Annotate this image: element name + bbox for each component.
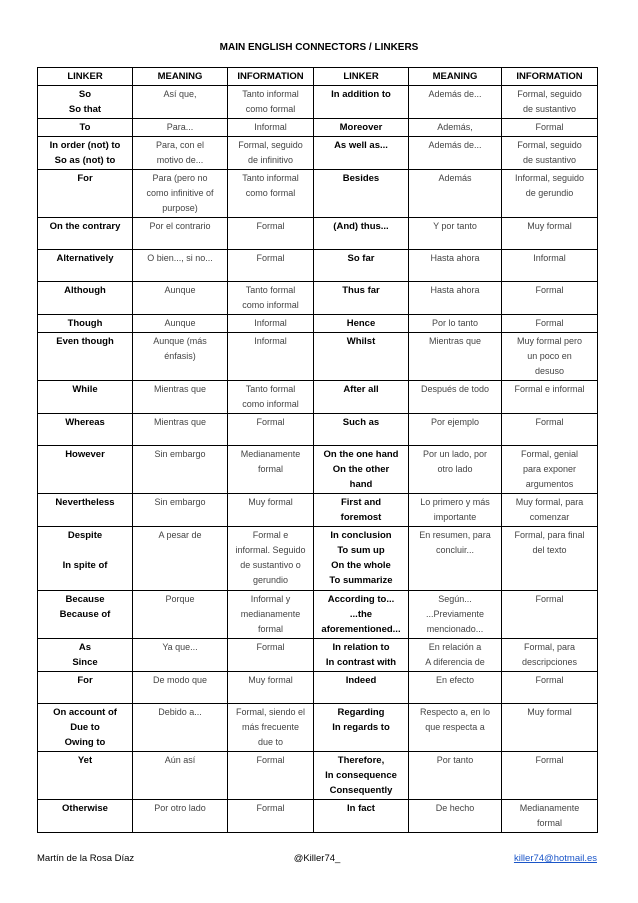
table-row (38, 137, 598, 170)
cell-meaning-2: En efecto (409, 672, 502, 704)
cell-information-2: Formal (502, 282, 598, 315)
cell-information-2: Muy formal (502, 218, 598, 250)
cell-meaning-2: Por tanto (409, 752, 502, 800)
cell-meaning-1: Ya que... (133, 639, 228, 672)
table-row (38, 752, 598, 800)
table-row (38, 591, 598, 639)
connectors-table (37, 67, 598, 833)
cell-information-2: Formal (502, 672, 598, 704)
header-linker-2: LINKER (314, 68, 409, 86)
cell-meaning-2: Además (409, 170, 502, 218)
cell-information-1: Formal, siendo el más frecuente due to (228, 704, 314, 752)
cell-linker-1: In order (not) to So as (not) to (38, 137, 133, 170)
cell-information-2: Formal, genial para exponer argumentos (502, 446, 598, 494)
footer-author: Martín de la Rosa Díaz (37, 853, 135, 864)
cell-linker-2: So far (314, 250, 409, 282)
header-linker-1: LINKER (38, 68, 133, 86)
cell-linker-2: First and foremost (314, 494, 409, 527)
cell-meaning-1: Aunque (133, 315, 228, 333)
table-row (38, 315, 598, 333)
cell-information-1: Formal e informal. Seguido de sustantivo o gerundio (228, 527, 314, 591)
table-row (38, 381, 598, 414)
cell-meaning-1: Por otro lado (133, 800, 228, 833)
cell-linker-1: For (38, 672, 133, 704)
cell-linker-2: Besides (314, 170, 409, 218)
cell-linker-1: Though (38, 315, 133, 333)
cell-meaning-2: Además de... (409, 137, 502, 170)
cell-linker-1: So So that (38, 86, 133, 119)
cell-information-1: Medianamente formal (228, 446, 314, 494)
footer-handle: @Killer74_ (293, 853, 341, 864)
cell-linker-2: Indeed (314, 672, 409, 704)
cell-linker-1: To (38, 119, 133, 137)
cell-information-1: Tanto informal como formal (228, 170, 314, 218)
cell-information-1: Tanto formal como informal (228, 381, 314, 414)
cell-linker-1: Whereas (38, 414, 133, 446)
cell-linker-2: Moreover (314, 119, 409, 137)
cell-meaning-1: Sin embargo (133, 446, 228, 494)
header-meaning-2: MEANING (409, 68, 502, 86)
table-row (38, 86, 598, 119)
cell-linker-1: For (38, 170, 133, 218)
cell-information-2: Formal (502, 591, 598, 639)
cell-information-2: Formal (502, 752, 598, 800)
cell-meaning-2: Según... ...Previamente mencionado... (409, 591, 502, 639)
table-row (38, 527, 598, 591)
table-row (38, 218, 598, 250)
table-row (38, 800, 598, 833)
cell-linker-2: In addition to (314, 86, 409, 119)
cell-linker-2: As well as... (314, 137, 409, 170)
cell-information-2: Formal (502, 414, 598, 446)
cell-linker-2: On the one hand On the other hand (314, 446, 409, 494)
cell-linker-2: In relation to In contrast with (314, 639, 409, 672)
cell-linker-2: Whilst (314, 333, 409, 381)
cell-linker-1: Even though (38, 333, 133, 381)
cell-information-1: Informal (228, 119, 314, 137)
cell-meaning-2: Después de todo (409, 381, 502, 414)
cell-linker-1: As Since (38, 639, 133, 672)
cell-meaning-1: De modo que (133, 672, 228, 704)
table-header-row (38, 68, 598, 86)
cell-information-2: Formal e informal (502, 381, 598, 414)
cell-linker-1: Otherwise (38, 800, 133, 833)
cell-meaning-1: Así que, (133, 86, 228, 119)
cell-information-1: Tanto informal como formal (228, 86, 314, 119)
cell-linker-2: In conclusion To sum up On the whole To summarize (314, 527, 409, 591)
cell-information-1: Formal, seguido de infinitivo (228, 137, 314, 170)
cell-linker-2: Therefore, In consequence Consequently (314, 752, 409, 800)
cell-meaning-1: Sin embargo (133, 494, 228, 527)
cell-meaning-1: Por el contrario (133, 218, 228, 250)
table-row (38, 704, 598, 752)
cell-meaning-2: Además de... (409, 86, 502, 119)
cell-information-1: Informal (228, 315, 314, 333)
cell-linker-1: While (38, 381, 133, 414)
table-row (38, 494, 598, 527)
cell-information-1: Formal (228, 752, 314, 800)
cell-linker-1: On account of Due to Owing to (38, 704, 133, 752)
cell-linker-1: Yet (38, 752, 133, 800)
cell-linker-1: Despite In spite of (38, 527, 133, 591)
cell-linker-1: On the contrary (38, 218, 133, 250)
cell-linker-1: However (38, 446, 133, 494)
page-title: MAIN ENGLISH CONNECTORS / LINKERS (219, 42, 419, 53)
cell-linker-1: Nevertheless (38, 494, 133, 527)
cell-linker-2: According to... ...the aforementioned... (314, 591, 409, 639)
cell-linker-2: After all (314, 381, 409, 414)
cell-linker-1: Because Because of (38, 591, 133, 639)
cell-linker-2: Such as (314, 414, 409, 446)
cell-information-2: Informal, seguido de gerundio (502, 170, 598, 218)
cell-information-2: Muy formal pero un poco en desuso (502, 333, 598, 381)
cell-linker-2: Thus far (314, 282, 409, 315)
cell-information-1: Tanto formal como informal (228, 282, 314, 315)
cell-meaning-2: Lo primero y más importante (409, 494, 502, 527)
cell-meaning-1: Mientras que (133, 414, 228, 446)
table-row (38, 446, 598, 494)
cell-meaning-2: Además, (409, 119, 502, 137)
cell-meaning-2: Hasta ahora (409, 250, 502, 282)
table-row (38, 250, 598, 282)
cell-meaning-1: Aún así (133, 752, 228, 800)
table-body (38, 86, 598, 833)
cell-information-1: Formal (228, 800, 314, 833)
cell-meaning-1: Mientras que (133, 381, 228, 414)
cell-linker-1: Although (38, 282, 133, 315)
cell-information-1: Formal (228, 218, 314, 250)
cell-meaning-1: A pesar de (133, 527, 228, 591)
cell-meaning-2: Mientras que (409, 333, 502, 381)
cell-meaning-1: Para... (133, 119, 228, 137)
header-meaning-1: MEANING (133, 68, 228, 86)
cell-meaning-2: De hecho (409, 800, 502, 833)
header-information-2: INFORMATION (502, 68, 598, 86)
cell-information-2: Muy formal (502, 704, 598, 752)
cell-information-2: Formal, seguido de sustantivo (502, 137, 598, 170)
cell-information-2: Formal (502, 315, 598, 333)
cell-information-1: Formal (228, 414, 314, 446)
cell-meaning-2: En relación a A diferencia de (409, 639, 502, 672)
cell-meaning-2: Por lo tanto (409, 315, 502, 333)
cell-information-2: Formal (502, 119, 598, 137)
cell-information-1: Informal (228, 333, 314, 381)
cell-meaning-1: Porque (133, 591, 228, 639)
header-information-1: INFORMATION (228, 68, 314, 86)
cell-information-2: Medianamente formal (502, 800, 598, 833)
footer-email-link[interactable]: killer74@hotmail.es (513, 853, 597, 864)
cell-meaning-2: Y por tanto (409, 218, 502, 250)
table-row (38, 414, 598, 446)
table-row (38, 282, 598, 315)
table-row (38, 170, 598, 218)
cell-meaning-2: Por un lado, por otro lado (409, 446, 502, 494)
table-row (38, 119, 598, 137)
cell-information-1: Informal y medianamente formal (228, 591, 314, 639)
cell-meaning-1: Aunque (133, 282, 228, 315)
cell-information-1: Muy formal (228, 672, 314, 704)
table-row (38, 639, 598, 672)
cell-meaning-2: Hasta ahora (409, 282, 502, 315)
cell-linker-2: Hence (314, 315, 409, 333)
cell-meaning-1: Para, con el motivo de... (133, 137, 228, 170)
cell-information-2: Formal, para final del texto (502, 527, 598, 591)
cell-linker-2: Regarding In regards to (314, 704, 409, 752)
cell-meaning-2: Por ejemplo (409, 414, 502, 446)
table-row (38, 333, 598, 381)
cell-linker-1: Alternatively (38, 250, 133, 282)
cell-meaning-1: O bien..., si no... (133, 250, 228, 282)
cell-information-1: Formal (228, 639, 314, 672)
cell-information-2: Informal (502, 250, 598, 282)
cell-linker-2: (And) thus... (314, 218, 409, 250)
cell-linker-2: In fact (314, 800, 409, 833)
cell-information-2: Formal, seguido de sustantivo (502, 86, 598, 119)
cell-meaning-1: Debido a... (133, 704, 228, 752)
cell-meaning-2: En resumen, para concluir... (409, 527, 502, 591)
cell-meaning-1: Aunque (más énfasis) (133, 333, 228, 381)
cell-meaning-1: Para (pero no como infinitive of purpose) (133, 170, 228, 218)
cell-information-2: Formal, para descripciones (502, 639, 598, 672)
cell-information-1: Muy formal (228, 494, 314, 527)
table-row (38, 672, 598, 704)
cell-meaning-2: Respecto a, en lo que respecta a (409, 704, 502, 752)
cell-information-2: Muy formal, para comenzar (502, 494, 598, 527)
cell-information-1: Formal (228, 250, 314, 282)
